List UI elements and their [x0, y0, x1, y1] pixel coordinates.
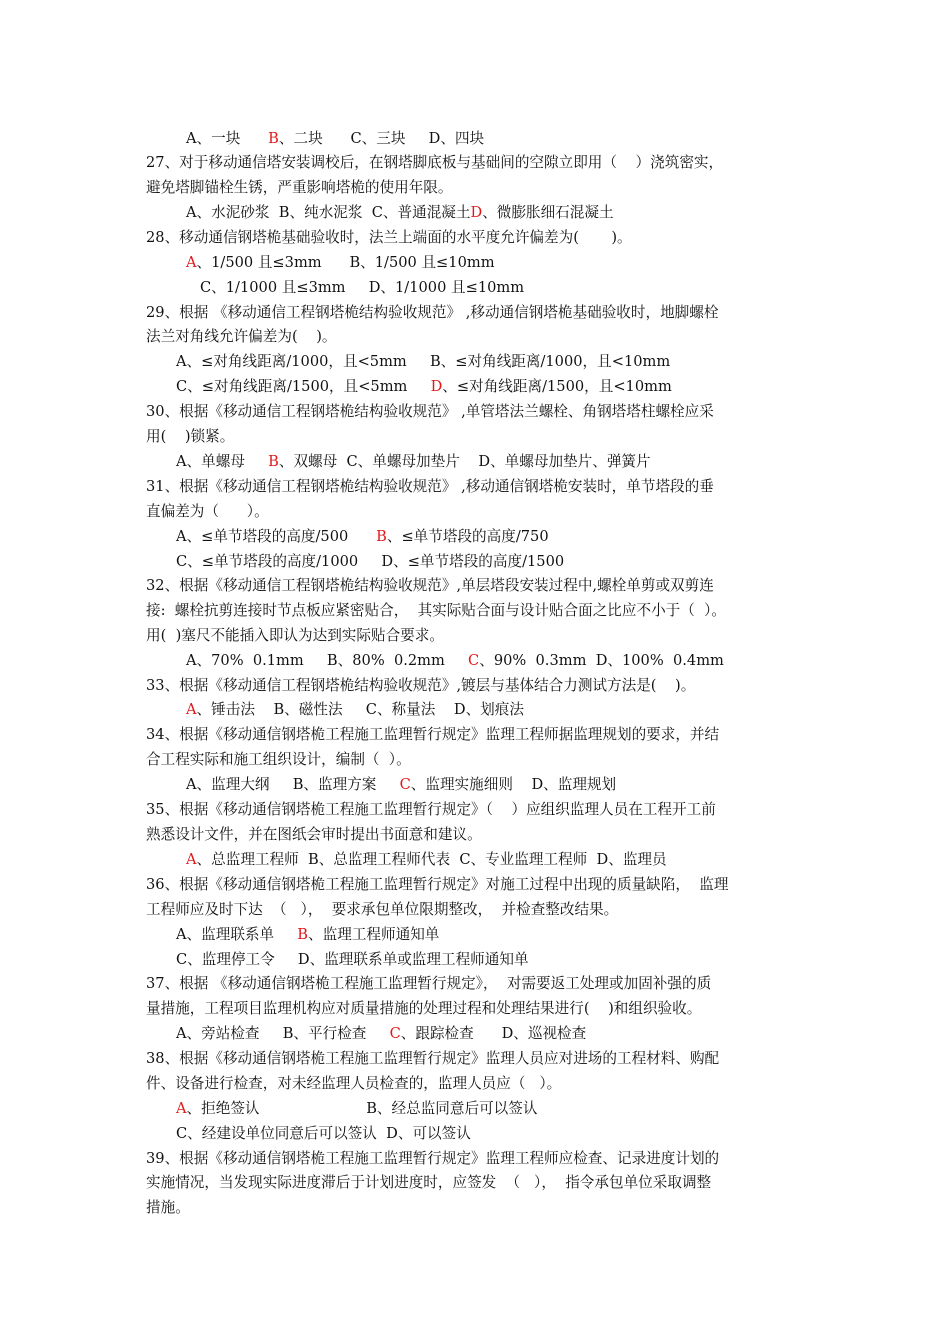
text-line [146, 875, 728, 895]
line-text: 、锤击法 B、磁性法 C、称量法 D、划痕法 [196, 701, 524, 718]
line-text: 、监理实施细则 D、监理规划 [410, 776, 617, 793]
line-text: C、1/1000 且≤3mm D、1/1000 且≤10mm [200, 279, 525, 296]
text-line [146, 601, 726, 621]
text-line [176, 1124, 471, 1144]
line-text: 量措施，工程项目监理机构应对质量措施的处理过程和处理结果进行( )和组织验收。 [146, 1000, 702, 1017]
text-line [146, 327, 336, 347]
line-text: A、一块 [186, 130, 269, 147]
text-line [186, 775, 616, 795]
text-line [146, 1074, 561, 1094]
text-line [186, 129, 484, 149]
text-line [146, 676, 695, 696]
answer-letter: A [186, 701, 197, 718]
text-line [146, 626, 444, 646]
text-line [146, 153, 723, 173]
text-line [146, 303, 718, 323]
line-text: 、≤单节塔段的高度/750 [386, 528, 549, 545]
line-text: 、总监理工程师 B、总监理工程师代表 C、专业监理工程师 D、监理员 [196, 851, 667, 868]
line-text: 、拒绝签认 B、经总监同意后可以签认 [186, 1100, 538, 1117]
text-line [176, 452, 651, 472]
line-text: 36、根据《移动通信钢塔桅工程施工监理暂行规定》对施工过程中出现的质量缺陷， 监理 [146, 876, 729, 893]
line-text: C、≤对角线距离/1500，且<5mm [176, 378, 431, 395]
text-line [176, 1099, 537, 1119]
text-line [146, 1149, 719, 1169]
line-text: C、经建设单位同意后可以签认 D、可以签认 [176, 1125, 471, 1142]
text-line [146, 1173, 711, 1193]
line-text: 34、根据《移动通信钢塔桅工程施工监理暂行规定》监理工程师据监理规划的要求，并结 [146, 726, 720, 743]
answer-letter: C [399, 776, 411, 793]
text-line [200, 278, 524, 298]
line-text: 30、根据《移动通信工程钢塔桅结构验收规范》 ,单管塔法兰螺栓、角钢塔塔柱螺栓应采 [146, 403, 714, 420]
text-line [186, 203, 614, 223]
line-text: 措施。 [146, 1199, 190, 1216]
line-text: 、监理工程师通知单 [308, 926, 440, 943]
line-text: 、二块 C、三块 D、四块 [278, 130, 485, 147]
line-text: A、水泥砂浆 B、纯水泥浆 C、普通混凝土 [186, 204, 471, 221]
text-line [186, 651, 724, 671]
line-text: 39、根据《移动通信钢塔桅工程施工监理暂行规定》监理工程师应检查、记录进度计划的 [146, 1150, 720, 1167]
text-line [146, 228, 632, 248]
text-line [146, 576, 714, 596]
line-text: 28、移动通信钢塔桅基础验收时，法兰上端面的水平度允许偏差为( )。 [146, 229, 632, 246]
line-text: C、监理停工令 D、监理联系单或监理工程师通知单 [176, 951, 529, 968]
line-text: 29、根据 《移动通信工程钢塔桅结构验收规范》 ,移动通信钢塔桅基础验收时，地脚螺栓 [146, 304, 719, 321]
line-text: A、监理大纲 B、监理方案 [186, 776, 400, 793]
line-text: 38、根据《移动通信钢塔桅工程施工监理暂行规定》监理人员应对进场的工程材料、购配 [146, 1050, 720, 1067]
line-text: 31、根据《移动通信工程钢塔桅结构验收规范》 ,移动通信钢塔桅安装时，单节塔段的垂 [146, 478, 714, 495]
answer-letter: B [376, 528, 387, 545]
answer-letter: B [268, 453, 279, 470]
text-line [176, 377, 672, 397]
text-line [146, 800, 716, 820]
line-text: 熟悉设计文件，并在图纸会审时提出书面意和建议。 [146, 826, 482, 843]
line-text: 35、根据《移动通信钢塔桅工程施工监理暂行规定》（ ）应组织监理人员在工程开工前 [146, 801, 716, 818]
answer-letter: A [186, 851, 197, 868]
text-line [176, 527, 549, 547]
text-line [186, 253, 495, 273]
line-text: A、70% 0.1mm B、80% 0.2mm [186, 652, 469, 669]
text-line [146, 1049, 719, 1069]
line-text: C、≤单节塔段的高度/1000 D、≤单节塔段的高度/1500 [176, 553, 565, 570]
line-text: 直偏差为（ ）。 [146, 503, 269, 520]
line-text: 件、设备进行检查，对未经监理人员检查的，监理人员应（ ）。 [146, 1075, 562, 1092]
line-text: A、≤对角线距离/1000，且<5mm B、≤对角线距离/1000，且<10mm [176, 353, 671, 370]
line-text: 合工程实际和施工组织设计，编制（ ）。 [146, 751, 411, 768]
line-text: 27、对于移动通信塔安装调校后，在钢塔脚底板与基础间的空隙立即用（ ）浇筑密实， [146, 154, 724, 171]
text-line [146, 900, 618, 920]
text-line [146, 974, 711, 994]
line-text: A、旁站检查 B、平行检查 [176, 1025, 390, 1042]
text-line [146, 725, 719, 745]
answer-letter: D [470, 204, 483, 221]
line-text: A、≤单节塔段的高度/500 [176, 528, 377, 545]
text-line [146, 825, 482, 845]
answer-letter: A [186, 254, 197, 271]
text-line [146, 402, 714, 422]
text-line [176, 950, 529, 970]
answer-letter: C [389, 1025, 401, 1042]
text-line [146, 427, 234, 447]
line-text: 实施情况，当发现实际进度滞后于计划进度时，应签发 （ ）， 指令承包单位采取调整 [146, 1174, 712, 1191]
answer-letter: B [297, 926, 309, 943]
line-text: 、微膨胀细石混凝土 [482, 204, 614, 221]
text-line [146, 477, 714, 497]
text-line [176, 1024, 586, 1044]
line-text: 、跟踪检查 D、巡视检查 [400, 1025, 587, 1042]
line-text: 33、根据《移动通信工程钢塔桅结构验收规范》,镀层与基体结合力测试方法是( )。 [146, 677, 696, 694]
text-line [176, 925, 439, 945]
line-text: 法兰对角线允许偏差为( )。 [146, 328, 337, 345]
answer-letter: C [468, 652, 480, 669]
line-text: 、≤对角线距离/1500，且<10mm [442, 378, 672, 395]
text-line [146, 999, 701, 1019]
text-line [176, 552, 564, 572]
text-line [146, 502, 269, 522]
line-text: 避免塔脚锚栓生锈，严重影响塔桅的使用年限。 [146, 179, 453, 196]
line-text: 用( )塞尺不能插入即认为达到实际贴合要求。 [146, 627, 444, 644]
answer-letter: D [430, 378, 443, 395]
text-line [146, 750, 411, 770]
line-text: 接: 螺栓抗剪连接时节点板应紧密贴合， 其实际贴合面与设计贴合面之比应不小于（ ）。 [146, 602, 727, 619]
line-text: A、单螺母 [176, 453, 269, 470]
line-text: 、90% 0.3mm D、100% 0.4mm [479, 652, 724, 669]
text-line [186, 700, 524, 720]
line-text: 、1/500 且≤3mm B、1/500 且≤10mm [196, 254, 495, 271]
text-line [146, 1198, 190, 1218]
answer-letter: B [268, 130, 279, 147]
line-text: 32、根据《移动通信工程钢塔桅结构验收规范》,单层塔段安装过程中,螺栓单剪或双剪连 [146, 577, 714, 594]
line-text: A、监理联系单 [176, 926, 298, 943]
line-text: 、双螺母 C、单螺母加垫片 D、单螺母加垫片、弹簧片 [278, 453, 651, 470]
line-text: 37、根据 《移动通信钢塔桅工程施工监理暂行规定》， 对需要返工处理或加固补强的质 [146, 975, 712, 992]
line-text: 工程师应及时下达 （ ）， 要求承包单位限期整改， 并检查整改结果。 [146, 901, 619, 918]
text-line [186, 850, 667, 870]
line-text: 用( )锁紧。 [146, 428, 235, 445]
text-line [146, 178, 452, 198]
text-line [176, 352, 670, 372]
answer-letter: A [176, 1100, 187, 1117]
